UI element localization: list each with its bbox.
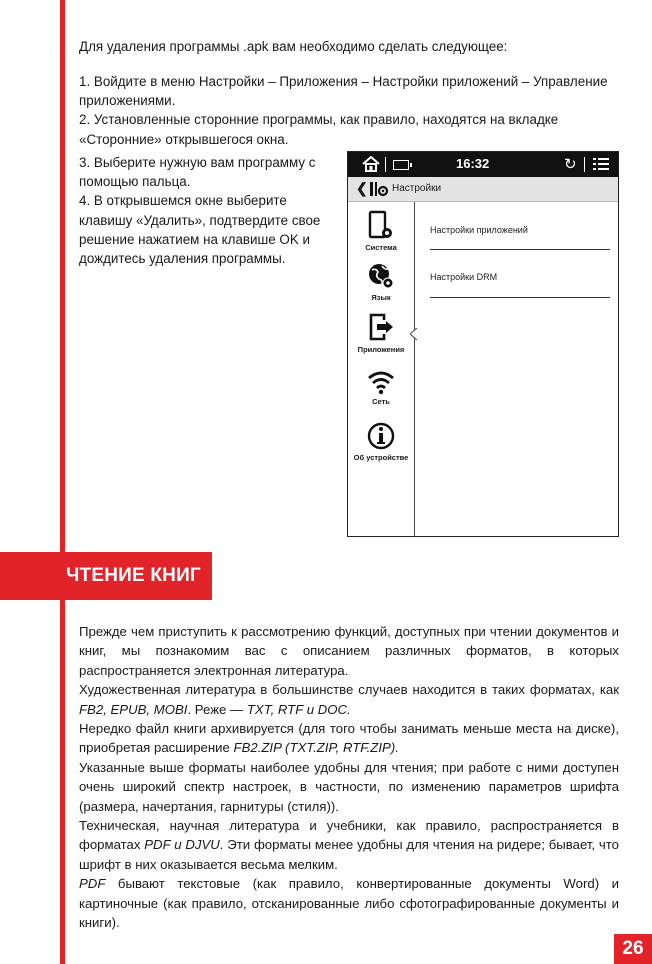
body-text <box>79 622 619 933</box>
info-icon <box>366 420 396 452</box>
tablet-gear-icon <box>367 210 395 242</box>
status-separator <box>385 157 386 172</box>
battery-icon <box>393 160 409 170</box>
status-time: 16:32 <box>456 156 490 171</box>
section-banner <box>0 552 212 600</box>
status-separator <box>584 157 585 172</box>
paragraph: Указанные выше форматы наиболее удобны для чтения; при работе с ними доступен очень широкий спектр настроек, в частности, по изменению параметров шрифта (размера, начертания, гарнитуры (стиля)). <box>79 759 619 814</box>
steps-top <box>79 72 619 149</box>
sidebar-label: Система <box>365 243 397 252</box>
sidebar-item-network[interactable] <box>348 368 414 406</box>
device-sidebar <box>348 202 415 536</box>
sidebar-item-system[interactable] <box>348 210 414 252</box>
option-divider <box>430 297 610 298</box>
status-bar <box>348 152 618 177</box>
option-app-settings[interactable]: Настройки приложений <box>430 225 528 235</box>
paragraph: Прежде чем приступить к рассмотрению функций, доступных при чтении документов и книг, мы познакомим вас с описанием различных форматов, в которых распространяется электронная литература. <box>79 624 619 678</box>
paragraph <box>79 874 619 932</box>
text-run: Художественная литература в большинстве случаев находится в таких форматах, как <box>79 682 619 698</box>
page-number: 26 <box>614 934 652 964</box>
app-export-icon <box>367 312 395 344</box>
device-screenshot <box>347 151 619 537</box>
step-2: 2. Установленные сторонние программы, как правило, находятся на вкладке «Сторонние» открывшегося окна. <box>79 112 559 147</box>
margin-rule <box>60 0 65 964</box>
sidebar-label: Сеть <box>372 397 390 406</box>
sidebar-item-about[interactable] <box>348 420 414 462</box>
text-run: . Эти форматы менее удобны для чтения на ридере; бывает, что шрифт в них оказывается весьма мелким. <box>79 837 619 872</box>
format-list: PDF <box>79 876 106 892</box>
option-drm-settings[interactable]: Настройки DRM <box>430 272 498 282</box>
section-title: ЧТЕНИЕ КНИГ <box>66 565 201 586</box>
format-list: FB2.ZIP (TXT.ZIP, RTF.ZIP). <box>233 740 399 756</box>
paragraph <box>79 680 619 719</box>
sidebar-label: Язык <box>371 293 391 302</box>
sync-icon: ↻ <box>564 156 577 173</box>
paragraph <box>79 719 619 758</box>
steps-left <box>79 153 339 268</box>
sidebar-label: Об устройстве <box>353 453 409 462</box>
list-menu-icon <box>593 157 609 171</box>
option-divider <box>430 249 610 250</box>
globe-gear-icon <box>367 260 395 292</box>
text-run: . Реже — <box>187 701 247 717</box>
home-icon <box>362 156 380 172</box>
sidebar-item-language[interactable] <box>348 260 414 302</box>
step-3: 3. Выберите нужную вам программу с помощью пальца. <box>79 155 316 190</box>
intro-text: Для удаления программы .apk вам необходимо сделать следующее: <box>79 39 508 54</box>
back-chevron-icon[interactable]: ❮ <box>356 180 368 196</box>
wifi-icon <box>366 368 396 396</box>
text-run: Техническая, научная литература и учебники, как правило, распространяется в форматах <box>79 818 619 853</box>
selected-pointer-icon <box>410 328 417 340</box>
settings-tools-icon <box>368 181 388 197</box>
text-run: бывают текстовые (как правило, конвертированные документы Word) и картиночные (как правило, отсканированные либо сфотографированные документы и книги). <box>79 876 619 931</box>
paragraph <box>79 816 619 874</box>
format-list: TXT, RTF и DOC. <box>246 701 351 717</box>
step-4: 4. В открывшемся окне выберите клавишу «Удалить», подтвердите свое решение нажатием на клавише OK и дождитесь удаления программы. <box>79 193 321 267</box>
device-header <box>348 177 618 202</box>
format-list: FB2, EPUB, MOBI <box>79 701 188 717</box>
step-1: 1. Войдите в меню Настройки – Приложения – Настройки приложений – Управление приложениями. <box>79 74 608 109</box>
sidebar-item-apps[interactable] <box>348 312 414 354</box>
sidebar-label: Приложения <box>357 345 405 354</box>
text-run: Нередко файл книги архивируется (для того чтобы занимать меньше места на диске), приобретая расширение <box>79 721 619 756</box>
format-list: PDF и DJVU <box>144 837 220 853</box>
device-title: Настройки <box>392 183 442 194</box>
